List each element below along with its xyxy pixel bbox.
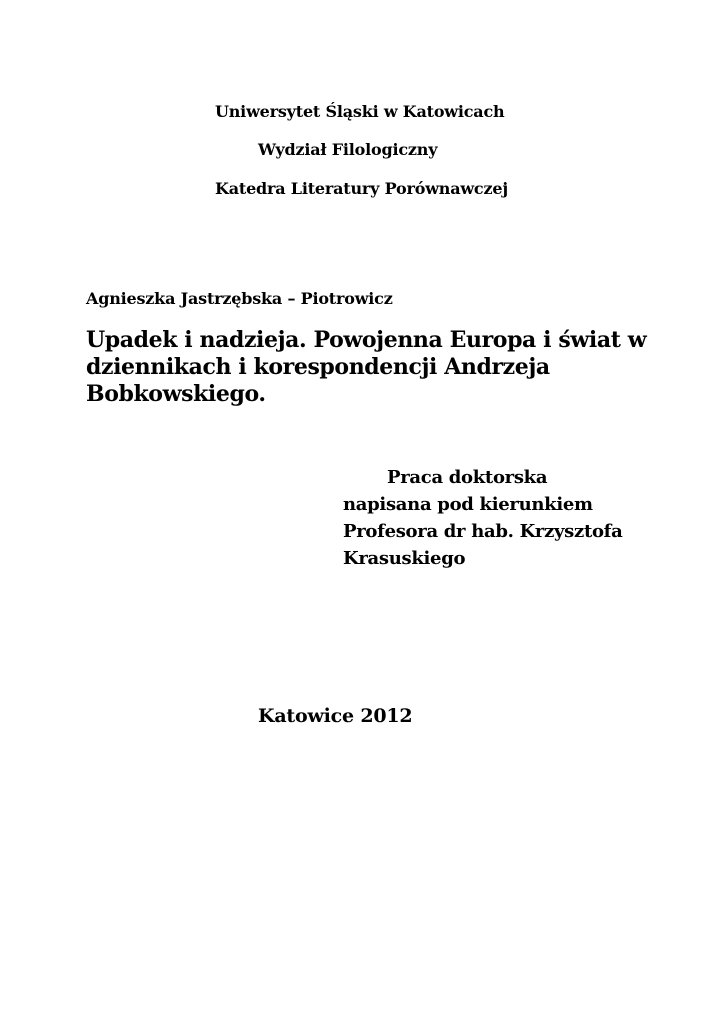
faculty-name: Wydział Filologiczny <box>258 140 438 159</box>
supervisor-surname: Krasuskiego <box>343 548 466 569</box>
place-and-year: Katowice 2012 <box>258 705 413 727</box>
thesis-title-line: dziennikach i korespondencji Andrzeja <box>86 354 550 380</box>
thesis-title-line: Upadek i nadzieja. Powojenna Europa i świat w <box>86 327 647 353</box>
department-name: Katedra Literatury Porównawczej <box>215 179 508 198</box>
supervision-line: napisana pod kierunkiem <box>343 494 593 515</box>
author-name: Agnieszka Jastrzębska – Piotrowicz <box>86 289 393 308</box>
university-name: Uniwersytet Śląski w Katowicach <box>215 102 505 121</box>
thesis-type: Praca doktorska <box>387 467 548 488</box>
thesis-title <box>86 327 646 408</box>
supervisor-line: Profesora dr hab. Krzysztofa <box>343 521 623 542</box>
thesis-title-line: Bobkowskiego. <box>86 381 266 407</box>
